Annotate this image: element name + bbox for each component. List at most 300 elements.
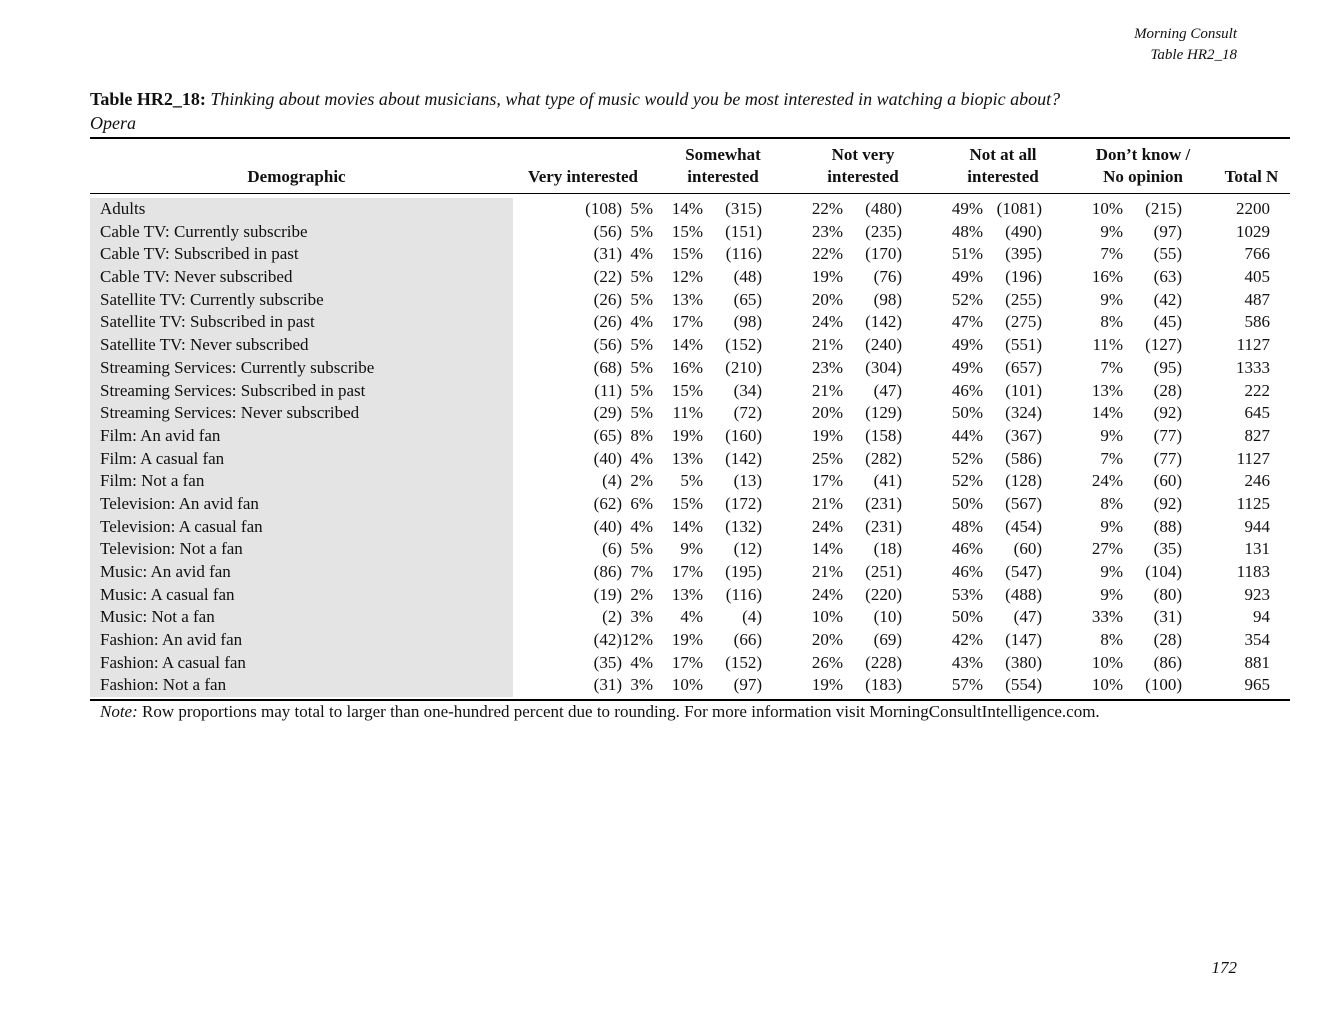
cell-notvery-n: (480) (865, 199, 902, 218)
cell-notatall-n: (324) (1005, 403, 1042, 423)
cell-very-n: (2) (602, 607, 622, 627)
cell-very-pct: 5% (630, 380, 653, 400)
cell-somewhat-pct: 15% (671, 380, 703, 400)
cell-somewhat-n: (12) (733, 539, 762, 559)
cell-dontknow-pct: 7% (1100, 448, 1123, 468)
cell-somewhat-pct: 10% (671, 675, 703, 695)
cell-dontknow-n: (42) (1153, 289, 1182, 309)
cell-notvery-n: (235) (865, 221, 902, 241)
cell-notvery-pct: 24% (811, 584, 843, 604)
cell-notatall-n: (490) (1005, 221, 1042, 241)
row-label: Television: An avid fan (100, 493, 259, 513)
cell-notatall-pct: 47% (951, 312, 983, 332)
cell-total-n: 354 (1244, 630, 1270, 650)
cell-very-n: (40) (593, 516, 622, 536)
cell-very-pct: 5% (630, 267, 653, 287)
cell-dontknow-n: (35) (1153, 539, 1182, 559)
row-label: Streaming Services: Currently subscribe (100, 357, 375, 377)
cell-somewhat-pct: 12% (671, 267, 703, 287)
table-row (90, 334, 1290, 357)
cell-total-n: 881 (1244, 652, 1270, 672)
cell-notatall-pct: 48% (951, 221, 983, 241)
cell-very-pct: 12% (621, 630, 653, 650)
cell-notatall-pct: 57% (951, 675, 983, 695)
cell-notvery-pct: 23% (811, 221, 843, 241)
row-label: Music: Not a fan (100, 607, 215, 627)
cell-notatall-pct: 46% (951, 380, 983, 400)
table-row (90, 266, 1290, 289)
table-row (90, 493, 1290, 516)
cell-notatall-n: (1081) (996, 199, 1042, 218)
cell-dontknow-n: (86) (1153, 652, 1182, 672)
cell-dontknow-n: (60) (1153, 471, 1182, 491)
cell-notatall-n: (395) (1005, 244, 1042, 264)
table-row (90, 538, 1290, 561)
note-text: Row proportions may total to larger than one-hundred percent due to rounding. For more information visit MorningConsultIntelligence.com. (142, 702, 1100, 721)
cell-very-pct: 4% (630, 516, 653, 536)
cell-very-pct: 5% (630, 199, 653, 218)
cell-notvery-pct: 17% (811, 471, 843, 491)
cell-notatall-n: (275) (1005, 312, 1042, 332)
cell-somewhat-pct: 13% (671, 584, 703, 604)
cell-dontknow-pct: 16% (1091, 267, 1123, 287)
caption-label: Table HR2_18: (90, 89, 206, 109)
cell-somewhat-pct: 15% (671, 244, 703, 264)
cell-notatall-pct: 46% (951, 562, 983, 581)
cell-total-n: 827 (1244, 425, 1270, 445)
col-header-not-very-interested: Not very interested (827, 145, 899, 186)
row-label: Streaming Services: Subscribed in past (100, 380, 366, 400)
row-label: Music: An avid fan (100, 562, 231, 581)
cell-dontknow-n: (63) (1153, 267, 1182, 287)
cell-total-n: 94 (1253, 607, 1270, 627)
cell-notvery-pct: 20% (811, 403, 843, 423)
cell-dontknow-pct: 9% (1100, 221, 1123, 241)
cell-very-pct: 4% (630, 312, 653, 332)
cell-dontknow-pct: 8% (1100, 312, 1123, 332)
cell-dontknow-pct: 9% (1100, 562, 1123, 581)
cell-dontknow-pct: 9% (1100, 425, 1123, 445)
cell-notvery-n: (183) (865, 675, 902, 695)
cell-very-pct: 8% (630, 425, 653, 445)
table-row (90, 470, 1290, 493)
table-note (100, 701, 1100, 723)
cell-somewhat-pct: 14% (671, 335, 703, 355)
cell-notvery-n: (231) (865, 516, 902, 536)
cell-very-n: (62) (593, 493, 622, 513)
cell-somewhat-pct: 5% (680, 471, 703, 491)
cell-somewhat-n: (132) (725, 516, 762, 536)
cell-very-n: (108) (585, 199, 622, 218)
cell-notvery-pct: 19% (811, 675, 843, 695)
cell-notvery-pct: 10% (811, 607, 843, 627)
header-org: Morning Consult (1134, 26, 1237, 42)
cell-notvery-pct: 24% (811, 516, 843, 536)
cell-dontknow-n: (88) (1153, 516, 1182, 536)
cell-somewhat-n: (151) (725, 221, 762, 241)
cell-very-n: (31) (593, 675, 622, 695)
table-row (90, 674, 1290, 697)
cell-very-n: (56) (593, 335, 622, 355)
cell-very-n: (86) (593, 562, 622, 581)
cell-notvery-pct: 21% (811, 380, 843, 400)
cell-notatall-n: (196) (1005, 267, 1042, 287)
cell-dontknow-n: (45) (1153, 312, 1182, 332)
row-label: Cable TV: Currently subscribe (100, 221, 308, 241)
cell-notatall-pct: 52% (951, 289, 983, 309)
cell-somewhat-n: (172) (725, 493, 762, 513)
cell-notvery-n: (251) (865, 562, 902, 581)
cell-notatall-pct: 49% (951, 267, 983, 287)
table-row (90, 402, 1290, 425)
cell-notvery-pct: 23% (811, 357, 843, 377)
cell-notatall-pct: 42% (951, 630, 983, 650)
cell-notvery-n: (69) (873, 630, 902, 650)
row-label: Music: A casual fan (100, 584, 235, 604)
cell-notvery-n: (129) (865, 403, 902, 423)
table-row (90, 561, 1290, 584)
col-header-very-interested: Very interested (527, 167, 638, 186)
cell-notatall-pct: 50% (951, 493, 983, 513)
cell-very-n: (26) (593, 289, 622, 309)
cell-total-n: 965 (1244, 675, 1270, 695)
page-header (1134, 24, 1237, 66)
row-label: Fashion: A casual fan (100, 652, 246, 672)
cell-somewhat-n: (116) (725, 244, 762, 264)
cell-notatall-n: (147) (1005, 630, 1042, 650)
table-caption (90, 87, 1290, 135)
cell-total-n: 1125 (1236, 493, 1270, 513)
row-label: Fashion: An avid fan (100, 630, 243, 650)
cell-notvery-pct: 21% (811, 562, 843, 581)
cell-very-pct: 2% (630, 584, 653, 604)
cell-total-n: 131 (1244, 539, 1270, 559)
cell-very-n: (11) (594, 380, 622, 400)
cell-dontknow-n: (28) (1153, 630, 1182, 650)
cell-total-n: 766 (1244, 244, 1270, 264)
row-label: Fashion: Not a fan (100, 675, 227, 695)
table-row (90, 357, 1290, 380)
cell-very-n: (42) (593, 630, 622, 650)
cell-total-n: 1183 (1236, 562, 1270, 581)
cell-dontknow-pct: 9% (1100, 516, 1123, 536)
cell-somewhat-n: (195) (725, 562, 762, 581)
row-label: Cable TV: Subscribed in past (100, 244, 299, 264)
cell-notatall-n: (586) (1005, 448, 1042, 468)
cell-somewhat-n: (48) (733, 267, 762, 287)
cell-dontknow-pct: 14% (1091, 403, 1123, 423)
cell-notatall-n: (128) (1005, 471, 1042, 491)
note-label: Note: (100, 702, 138, 721)
table-row (90, 516, 1290, 539)
cell-notvery-n: (170) (865, 244, 902, 264)
cell-notatall-pct: 49% (951, 199, 983, 218)
cell-somewhat-pct: 14% (671, 199, 703, 218)
cell-notatall-n: (367) (1005, 425, 1042, 445)
page-number: 172 (1211, 958, 1237, 977)
cell-very-n: (29) (593, 403, 622, 423)
cell-notvery-n: (41) (873, 471, 902, 491)
caption-question: Thinking about movies about musicians, what type of music would you be most interested in watching a biopic about? (210, 89, 1061, 109)
row-label: Television: Not a fan (100, 539, 243, 559)
cell-somewhat-pct: 19% (671, 425, 703, 445)
cell-somewhat-pct: 17% (671, 562, 703, 581)
row-label: Film: Not a fan (100, 471, 205, 491)
cell-somewhat-n: (142) (725, 448, 762, 468)
cell-somewhat-pct: 13% (671, 448, 703, 468)
row-label: Television: A casual fan (100, 516, 263, 536)
cell-notatall-n: (60) (1013, 539, 1042, 559)
cell-very-pct: 5% (630, 539, 653, 559)
cell-dontknow-n: (215) (1145, 199, 1182, 218)
cell-very-n: (40) (593, 448, 622, 468)
cell-very-n: (6) (602, 539, 622, 559)
cell-dontknow-n: (31) (1153, 607, 1182, 627)
cell-notatall-n: (47) (1013, 607, 1042, 627)
cell-dontknow-pct: 9% (1100, 584, 1123, 604)
cell-notvery-pct: 21% (811, 335, 843, 355)
cell-notvery-pct: 22% (811, 244, 843, 264)
cell-notatall-pct: 49% (951, 357, 983, 377)
cell-notatall-n: (101) (1005, 380, 1042, 400)
cell-somewhat-pct: 15% (671, 221, 703, 241)
cell-dontknow-pct: 24% (1091, 471, 1123, 491)
cell-dontknow-pct: 11% (1092, 335, 1123, 355)
cell-total-n: 1029 (1236, 221, 1270, 241)
cell-notvery-pct: 14% (811, 539, 843, 559)
row-label: Satellite TV: Never subscribed (100, 335, 309, 355)
cell-notvery-n: (76) (873, 267, 902, 287)
cell-notvery-pct: 19% (811, 267, 843, 287)
cell-notatall-n: (454) (1005, 516, 1042, 536)
table-row (90, 652, 1290, 675)
table-row (90, 289, 1290, 312)
cell-notatall-n: (567) (1005, 493, 1042, 513)
cell-very-n: (65) (593, 425, 622, 445)
cell-somewhat-pct: 16% (671, 357, 703, 377)
cell-very-n: (22) (593, 267, 622, 287)
cell-total-n: 246 (1244, 471, 1270, 491)
cell-dontknow-n: (77) (1153, 448, 1182, 468)
table-row (90, 425, 1290, 448)
cell-very-pct: 6% (630, 493, 653, 513)
cell-somewhat-pct: 13% (671, 289, 703, 309)
cell-notatall-pct: 52% (951, 448, 983, 468)
cell-notatall-pct: 48% (951, 516, 983, 536)
cell-very-n: (35) (593, 652, 622, 672)
cell-very-pct: 7% (630, 562, 653, 581)
row-label: Cable TV: Never subscribed (100, 267, 293, 287)
row-label: Satellite TV: Subscribed in past (100, 312, 315, 332)
cell-dontknow-n: (100) (1145, 675, 1182, 695)
table-row (90, 221, 1290, 244)
cell-total-n: 923 (1244, 584, 1270, 604)
cell-notvery-pct: 24% (811, 312, 843, 332)
cell-notvery-pct: 26% (811, 652, 843, 672)
cell-somewhat-pct: 17% (671, 312, 703, 332)
cell-notvery-pct: 19% (811, 425, 843, 445)
header-rule (90, 193, 1290, 194)
table-top-rule (90, 137, 1290, 139)
cell-somewhat-n: (97) (733, 675, 762, 695)
cell-notvery-n: (304) (865, 357, 902, 377)
cell-notatall-n: (551) (1005, 335, 1042, 355)
cell-notatall-pct: 52% (951, 471, 983, 491)
col-header-not-at-all-interested: Not at all interested (967, 145, 1039, 186)
cell-dontknow-pct: 33% (1091, 607, 1123, 627)
cell-very-pct: 5% (630, 335, 653, 355)
cell-very-pct: 5% (630, 403, 653, 423)
cell-notvery-n: (282) (865, 448, 902, 468)
table-row (90, 243, 1290, 266)
cell-dontknow-n: (104) (1145, 562, 1182, 581)
row-label: Streaming Services: Never subscribed (100, 403, 360, 423)
cell-dontknow-n: (92) (1153, 493, 1182, 513)
cell-notatall-pct: 53% (951, 584, 983, 604)
cell-dontknow-pct: 8% (1100, 493, 1123, 513)
row-label: Film: A casual fan (100, 448, 225, 468)
cell-notvery-n: (10) (873, 607, 902, 627)
cell-dontknow-pct: 10% (1091, 199, 1123, 218)
cell-total-n: 1127 (1236, 448, 1270, 468)
cell-dontknow-pct: 10% (1091, 652, 1123, 672)
cell-notvery-n: (18) (873, 539, 902, 559)
cell-very-pct: 5% (630, 357, 653, 377)
cell-very-pct: 4% (630, 652, 653, 672)
table-row (90, 198, 1290, 221)
row-label: Film: An avid fan (100, 425, 221, 445)
col-header-somewhat-interested: Somewhat interested (685, 145, 761, 186)
cell-dontknow-pct: 27% (1091, 539, 1123, 559)
cell-somewhat-pct: 17% (671, 652, 703, 672)
cell-dontknow-n: (97) (1153, 221, 1182, 241)
cell-dontknow-n: (77) (1153, 425, 1182, 445)
cell-dontknow-pct: 9% (1100, 289, 1123, 309)
table-row (90, 448, 1290, 471)
table-row (90, 584, 1290, 607)
col-header-total-n: Total N (1224, 167, 1279, 186)
table-row (90, 380, 1290, 403)
cell-very-n: (19) (593, 584, 622, 604)
cell-very-n: (31) (593, 244, 622, 264)
cell-total-n: 586 (1244, 312, 1270, 332)
cell-notatall-pct: 49% (951, 335, 983, 355)
table-row (90, 629, 1290, 652)
cell-notvery-n: (231) (865, 493, 902, 513)
table-row (90, 606, 1290, 629)
cell-dontknow-pct: 7% (1100, 244, 1123, 264)
cell-notvery-n: (47) (873, 380, 902, 400)
cell-dontknow-n: (92) (1153, 403, 1182, 423)
cell-very-pct: 5% (630, 289, 653, 309)
cell-notatall-pct: 46% (951, 539, 983, 559)
cell-very-pct: 5% (630, 221, 653, 241)
cell-notatall-pct: 43% (951, 652, 983, 672)
cell-notvery-pct: 25% (811, 448, 843, 468)
cell-very-n: (56) (593, 221, 622, 241)
cell-somewhat-n: (315) (725, 199, 762, 218)
cell-somewhat-n: (152) (725, 652, 762, 672)
cell-notatall-pct: 50% (951, 607, 983, 627)
cell-very-n: (4) (602, 471, 622, 491)
table-body (90, 198, 1290, 697)
cell-very-pct: 3% (630, 607, 653, 627)
cell-dontknow-n: (95) (1153, 357, 1182, 377)
cell-total-n: 645 (1244, 403, 1270, 423)
cell-notatall-n: (380) (1005, 652, 1042, 672)
cell-dontknow-pct: 13% (1091, 380, 1123, 400)
cell-notvery-pct: 22% (811, 199, 843, 218)
cell-notvery-pct: 20% (811, 630, 843, 650)
cell-somewhat-pct: 4% (680, 607, 703, 627)
cell-very-n: (26) (593, 312, 622, 332)
cell-total-n: 405 (1244, 267, 1270, 287)
cell-notvery-n: (220) (865, 584, 902, 604)
cell-somewhat-pct: 19% (671, 630, 703, 650)
cell-somewhat-n: (160) (725, 425, 762, 445)
cell-somewhat-pct: 14% (671, 516, 703, 536)
cell-dontknow-pct: 7% (1100, 357, 1123, 377)
cell-somewhat-n: (65) (733, 289, 762, 309)
cell-very-pct: 4% (630, 244, 653, 264)
cell-somewhat-n: (116) (725, 584, 762, 604)
cell-notatall-n: (255) (1005, 289, 1042, 309)
cell-total-n: 222 (1244, 380, 1270, 400)
row-label: Adults (100, 199, 146, 218)
cell-notatall-pct: 51% (951, 244, 983, 264)
table-row (90, 311, 1290, 334)
cell-somewhat-pct: 9% (680, 539, 703, 559)
cell-somewhat-n: (152) (725, 335, 762, 355)
cell-very-pct: 4% (630, 448, 653, 468)
cell-notvery-n: (228) (865, 652, 902, 672)
cell-total-n: 487 (1244, 289, 1270, 309)
cell-notvery-n: (98) (873, 289, 902, 309)
cell-notatall-n: (547) (1005, 562, 1042, 581)
cell-somewhat-pct: 11% (672, 403, 703, 423)
cell-notvery-n: (158) (865, 425, 902, 445)
cell-dontknow-pct: 8% (1100, 630, 1123, 650)
cell-very-pct: 2% (630, 471, 653, 491)
col-header-demographic: Demographic (247, 167, 346, 186)
cell-somewhat-n: (72) (733, 403, 762, 423)
cell-very-pct: 3% (630, 675, 653, 695)
cell-notatall-n: (657) (1005, 357, 1042, 377)
cell-somewhat-n: (210) (725, 357, 762, 377)
cell-somewhat-n: (4) (742, 607, 762, 627)
cell-total-n: 1333 (1236, 357, 1270, 377)
cell-notvery-n: (240) (865, 335, 902, 355)
cell-notatall-pct: 44% (951, 425, 983, 445)
cell-somewhat-n: (34) (733, 380, 762, 400)
row-label: Satellite TV: Currently subscribe (100, 289, 324, 309)
cell-notvery-pct: 21% (811, 493, 843, 513)
cell-total-n: 2200 (1236, 199, 1270, 218)
cell-notatall-pct: 50% (951, 403, 983, 423)
cell-notvery-n: (142) (865, 312, 902, 332)
cell-dontknow-n: (80) (1153, 584, 1182, 604)
cell-dontknow-n: (55) (1153, 244, 1182, 264)
cell-dontknow-n: (28) (1153, 380, 1182, 400)
cell-dontknow-n: (127) (1145, 335, 1182, 355)
col-header-dont-know: Don’t know / No opinion (1095, 145, 1191, 186)
caption-subject: Opera (90, 113, 136, 133)
cell-total-n: 1127 (1236, 335, 1270, 355)
cell-total-n: 944 (1244, 516, 1270, 536)
cell-somewhat-n: (13) (733, 471, 762, 491)
cell-dontknow-pct: 10% (1091, 675, 1123, 695)
cell-somewhat-pct: 15% (671, 493, 703, 513)
